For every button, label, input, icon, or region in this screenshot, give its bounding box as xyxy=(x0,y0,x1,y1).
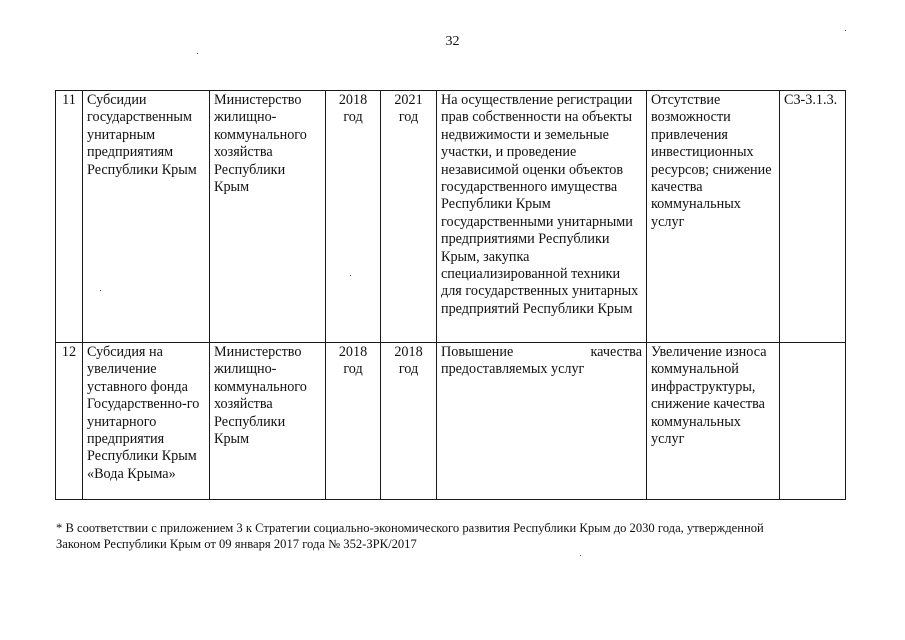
end-year: 2018 xyxy=(394,344,423,360)
scan-speck xyxy=(580,555,581,556)
consequences: Увеличение износа коммунальной инфраструктуры, снижение качества коммунальных услуг xyxy=(647,343,780,500)
program-table xyxy=(55,90,846,500)
start-year-unit: год xyxy=(343,109,363,126)
row-number: 12 xyxy=(56,343,83,500)
scan-speck xyxy=(845,30,846,31)
table-row xyxy=(56,91,846,343)
scan-speck xyxy=(100,290,101,291)
footnote-line: Законом Республики Крым от 09 января 2017 года № 352-ЗРК/2017 xyxy=(56,537,417,551)
consequences: Отсутствие возможности привлечения инвестиционных ресурсов; снижение качества коммунальных услуг xyxy=(647,91,780,343)
footnote xyxy=(56,520,846,552)
indicator-link xyxy=(780,343,846,500)
start-year-cell xyxy=(326,91,381,343)
footnote-line: * В соответствии с приложением 3 к Стратегии социально-экономического развития Республики Крым до 2030 года, утвержденной xyxy=(56,521,764,535)
end-year: 2021 xyxy=(394,92,423,108)
executor: Министерство жилищно-коммунального хозяйства Республики Крым xyxy=(210,91,326,343)
start-year-unit: год xyxy=(343,361,363,378)
start-year: 2018 xyxy=(338,344,368,360)
end-year-unit: год xyxy=(398,109,419,126)
end-year-cell xyxy=(381,343,437,500)
measure-name: Субсидия на увеличение уставного фонда Государственно-го унитарного предприятия Республики Крым «Вода Крыма» xyxy=(83,343,210,500)
indicator-link: С3-3.1.3. xyxy=(780,91,846,343)
scan-speck xyxy=(350,275,351,276)
start-year-cell xyxy=(326,343,381,500)
expected-result: На осуществление регистрации прав собственности на объекты недвижимости и земельные участки, и проведение независимой оценки объектов государственного имущества Республики Крым государственными унитарными предприятиями Республики Крым, закупка специализированной техники для государственных унитарных предприятий Республики Крым xyxy=(437,91,647,343)
measure-name: Субсидии государственным унитарным предприятиям Республики Крым xyxy=(83,91,210,343)
scan-speck xyxy=(197,53,198,54)
start-year: 2018 xyxy=(338,92,368,108)
end-year-cell xyxy=(381,91,437,343)
end-year-unit: год xyxy=(398,361,419,378)
executor: Министерство жилищно-коммунального хозяйства Республики Крым xyxy=(210,343,326,500)
table-row xyxy=(56,343,846,500)
row-number: 11 xyxy=(56,91,83,343)
page-number: 32 xyxy=(445,34,460,49)
expected-result: Повышение качества предоставляемых услуг xyxy=(437,343,647,500)
